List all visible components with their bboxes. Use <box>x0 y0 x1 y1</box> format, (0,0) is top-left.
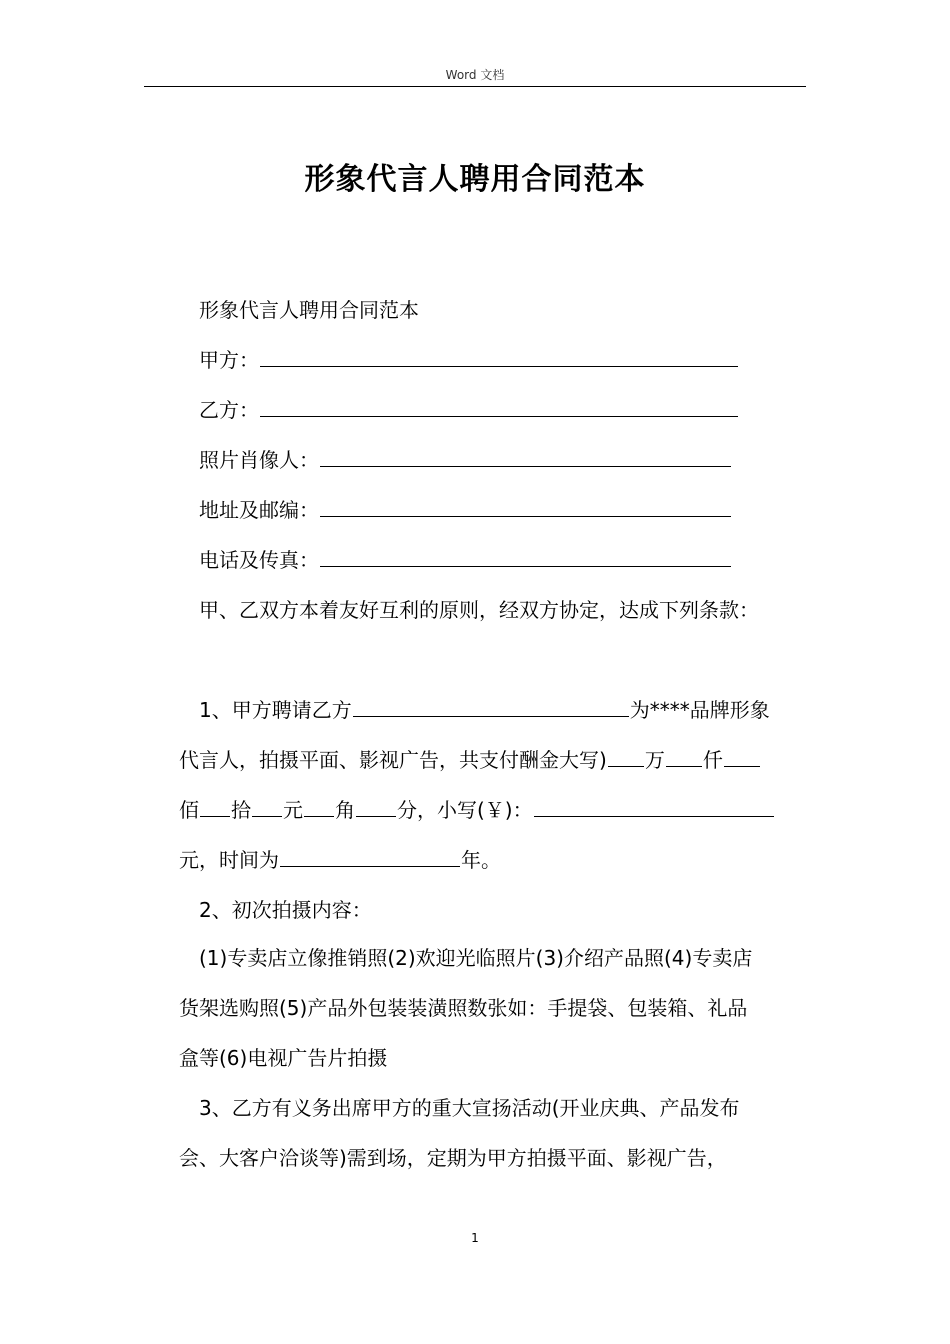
clause-3-line-2: 会、大客户洽谈等)需到场，定期为甲方拍摄平面、影视广告， <box>179 1146 727 1170</box>
portrait-label: 照片肖像人： <box>199 448 319 472</box>
party-b-row <box>199 396 739 424</box>
bai-unit: 佰 <box>179 798 199 822</box>
spokesperson-blank[interactable] <box>353 696 629 717</box>
clause-1-text-b: 为****品牌形象 <box>629 698 770 722</box>
header-divider <box>144 86 806 87</box>
page-number: 1 <box>471 1231 479 1245</box>
clause-2-line-1: (1)专卖店立像推销照(2)欢迎光临照片(3)介绍产品照(4)专卖店 <box>199 946 753 970</box>
address-row <box>199 496 732 524</box>
clause-1-line-1 <box>199 696 770 724</box>
clause-2-line-2: 货架选购照(5)产品外包装装潢照数张如：手提袋、包装箱、礼品 <box>179 996 748 1020</box>
clause-2-line-3: 盒等(6)电视广告片拍摄 <box>179 1046 388 1070</box>
term-label: 元，时间为 <box>179 848 279 872</box>
jiao-unit: 角 <box>335 798 355 822</box>
clause-3-line-1: 3、乙方有义务出席甲方的重大宣扬活动(开业庆典、产品发布 <box>199 1096 740 1120</box>
wan-unit: 万 <box>644 748 665 772</box>
fen-blank[interactable] <box>356 796 396 817</box>
party-a-label: 甲方： <box>199 348 259 372</box>
phone-row <box>199 546 732 574</box>
clause-1-fee-text: 代言人，拍摄平面、影视广告，共支付酬金大写) <box>179 748 607 772</box>
term-blank[interactable] <box>280 846 460 867</box>
yuan-blank[interactable] <box>252 796 282 817</box>
clause-1-line-3 <box>179 796 775 824</box>
phone-label: 电话及传真： <box>199 548 319 572</box>
clause-2-heading: 2、初次拍摄内容： <box>199 898 372 922</box>
term-unit: 年。 <box>461 848 501 872</box>
shi-unit: 拾 <box>231 798 251 822</box>
party-a-blank[interactable] <box>260 346 738 367</box>
wan-blank[interactable] <box>608 746 644 767</box>
qian-unit: 仟 <box>702 748 723 772</box>
jiao-blank[interactable] <box>304 796 334 817</box>
clause-1-line-4 <box>179 846 501 874</box>
contract-subtitle: 形象代言人聘用合同范本 <box>199 298 419 322</box>
qian-blank[interactable] <box>666 746 702 767</box>
preamble-paragraph: 甲、乙双方本着友好互利的原则，经双方协定，达成下列条款： <box>199 598 759 622</box>
phone-blank[interactable] <box>320 546 731 567</box>
address-label: 地址及邮编： <box>199 498 319 522</box>
shi-blank[interactable] <box>200 796 230 817</box>
lowercase-amount-label: 分，小写(￥)： <box>397 798 533 822</box>
party-a-row <box>199 346 739 374</box>
address-blank[interactable] <box>320 496 731 517</box>
party-b-label: 乙方： <box>199 398 259 422</box>
party-b-blank[interactable] <box>260 396 738 417</box>
clause-1-line-2 <box>179 746 761 774</box>
page-title: 形象代言人聘用合同范本 <box>304 162 646 197</box>
lowercase-amount-blank[interactable] <box>534 796 774 817</box>
portrait-row <box>199 446 732 474</box>
bai-leading-blank[interactable] <box>724 746 760 767</box>
clause-1-text-a: 1、甲方聘请乙方 <box>199 698 352 722</box>
portrait-blank[interactable] <box>320 446 731 467</box>
yuan-unit: 元 <box>283 798 303 822</box>
document-header: Word 文档 <box>445 68 505 82</box>
